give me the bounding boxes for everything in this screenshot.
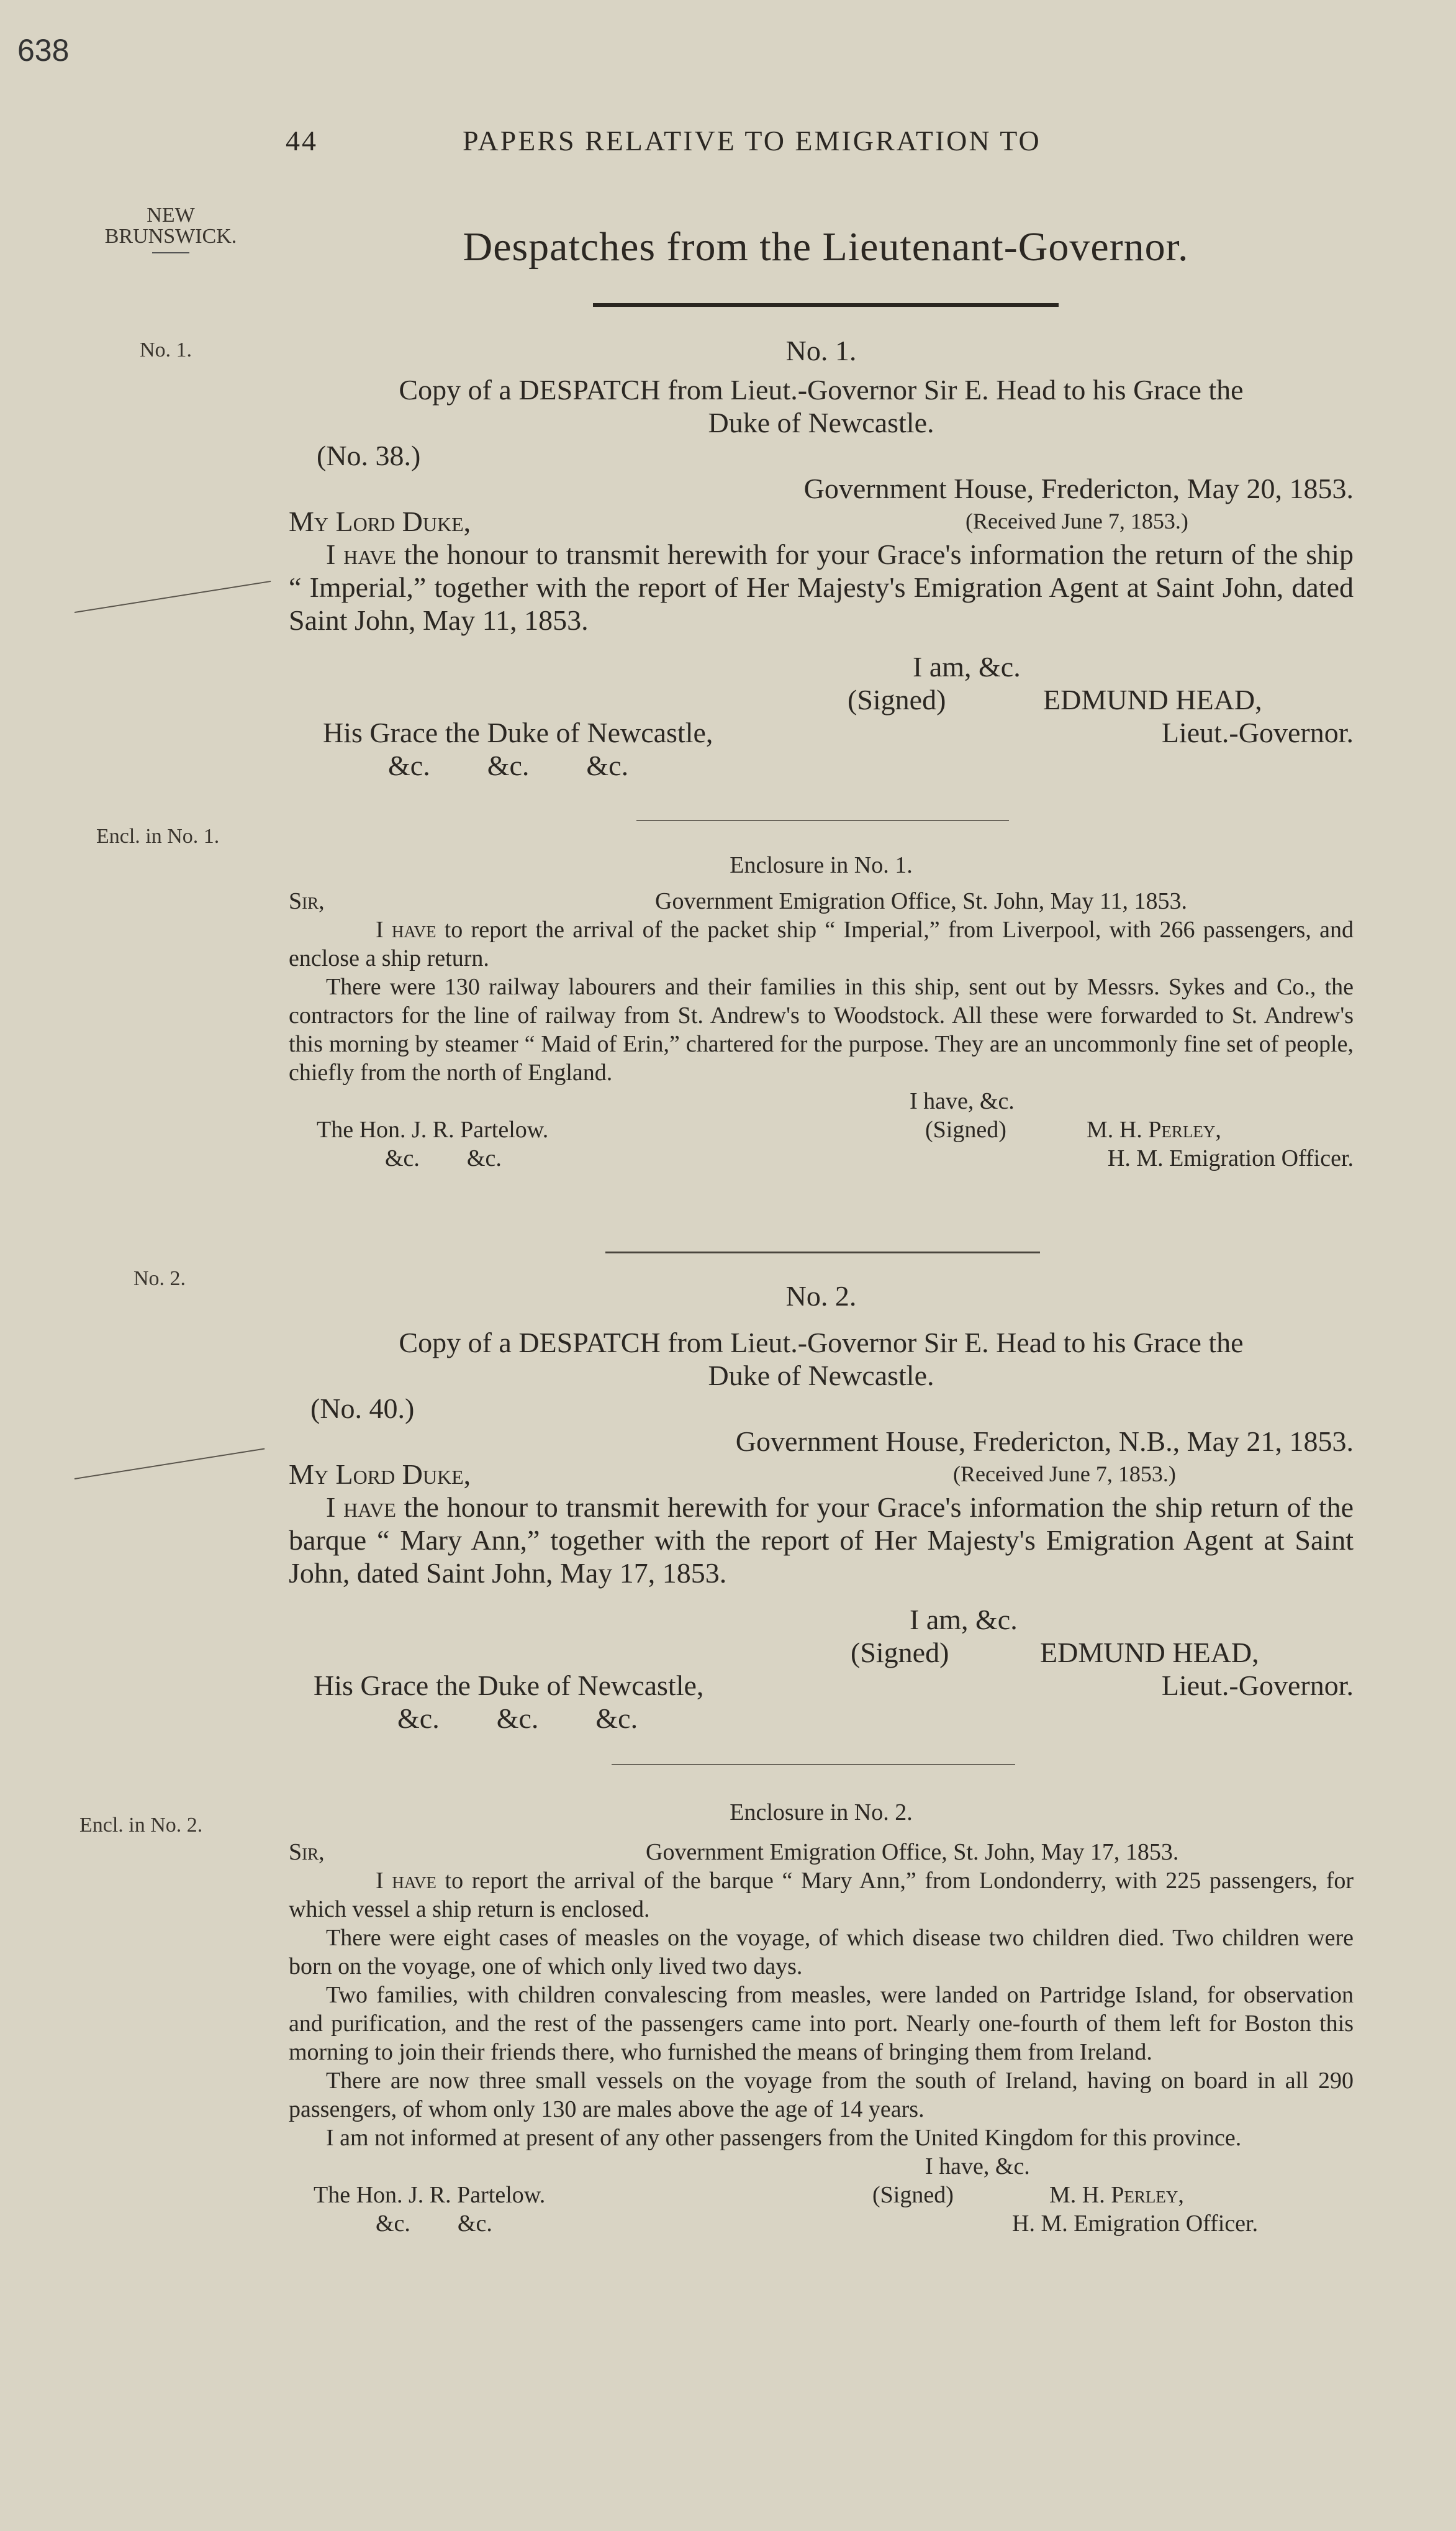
enclosure-1-place-date: Government Emigration Office, St. John, May 11, 1853. (655, 888, 1187, 914)
enclosure-2-para-1-text: to report the arrival of the barque “ Mary Ann,” from Londonderry, with 225 passengers, for which vessel a ship return is enclosed. (289, 1868, 1354, 1922)
despatch-1-title: Lieut.-Governor. (1161, 717, 1354, 748)
enclosure-2 (289, 1798, 1354, 2238)
margin-province-line1: NEW (147, 204, 195, 227)
enclosure-1-salutation: Sir, (289, 888, 325, 914)
despatch-1-addressee: His Grace the Duke of Newcastle, (323, 717, 713, 748)
running-head-page: 44 (286, 125, 318, 157)
despatch-2-signature-row (289, 1636, 1354, 1669)
despatch-1-signature-row (289, 683, 1354, 716)
enclosure-2-closing: I have, &c. (925, 2153, 1030, 2179)
enclosure-2-place-date: Government Emigration Office, St. John, May 17, 1853. (646, 1839, 1179, 1865)
folio-number: 638 (17, 33, 70, 68)
enclosure-2-etc: &c. &c. (376, 2211, 492, 2237)
despatch-2-salutation: My Lord Duke, (289, 1458, 471, 1490)
margin-pencil-stroke (75, 1448, 265, 1479)
margin-pencil-stroke (75, 581, 271, 613)
enclosure-1-closing: I have, &c. (910, 1088, 1015, 1114)
enclosure-1-signer: M. H. Perley, (1087, 1117, 1221, 1143)
title-rule (593, 303, 1059, 307)
running-head-title: PAPERS RELATIVE TO EMIGRATION TO (463, 125, 1041, 157)
despatch-2-caption-line2: Duke of Newcastle. (708, 1360, 934, 1391)
enclosure-2-para-2: There were eight cases of measles on the voyage, of which disease two children died. Two children were born on the voyage, one of which only lived two days. (289, 1925, 1354, 1979)
section-rule (636, 820, 1009, 821)
enclosure-2-heading: Enclosure in No. 2. (730, 1799, 913, 1825)
despatch-2-etc: &c. &c. &c. (397, 1702, 638, 1734)
despatch-2-body (289, 1491, 1354, 1589)
enclosure-2-salutation-row (289, 1838, 1354, 1866)
enclosure-2-signer: M. H. Perley, (1049, 2182, 1184, 2208)
despatch-1-place-date: Government House, Fredericton, May 20, 1853. (803, 473, 1354, 504)
enclosure-2-addressee: The Hon. J. R. Partelow. (314, 2182, 546, 2208)
enclosure-2-para-1 (289, 1866, 1354, 1924)
despatch-2-body-text: the honour to transmit herewith for your Grace's information the ship return of the barque “ Mary Ann,” together with the report of Her Majesty's Emigration Agent at Saint John, dated Saint John, May 17, 1853. (289, 1491, 1354, 1589)
despatch-2-caption-line1: Copy of a DESPATCH from Lieut.-Governor Sir E. Head to his Grace the (399, 1327, 1244, 1358)
despatch-2-address-row (289, 1669, 1354, 1702)
despatch-1 (289, 334, 1354, 782)
despatch-2-title: Lieut.-Governor. (1161, 1670, 1354, 1701)
margin-province (93, 205, 248, 253)
despatch-1-address-row (289, 716, 1354, 749)
despatch-1-signer: EDMUND HEAD, (1043, 684, 1262, 716)
enclosure-1-title-row (289, 1144, 1354, 1173)
enclosure-2-para-3: Two families, with children convalescing from measles, were landed on Partridge Island, for observation and purification, and the rest of the passengers came into port. Nearly one-fourth of them left for Boston this morning to join their friends there, who furnished the means of bringing them from Ireland. (289, 1982, 1354, 2065)
section-rule (612, 1764, 1015, 1765)
despatch-1-caption-line1: Copy of a DESPATCH from Lieut.-Governor Sir E. Head to his Grace the (399, 374, 1244, 406)
enclosure-1-salutation-row (289, 887, 1354, 916)
enclosure-1-signed: (Signed) (925, 1117, 1006, 1143)
margin-no1: No. 1. (140, 339, 192, 361)
despatch-1-salutation: My Lord Duke, (289, 506, 471, 537)
despatch-1-closing: I am, &c. (913, 651, 1021, 683)
despatch-1-body-lead: I have (326, 538, 396, 570)
enclosure-1-para-1 (289, 916, 1354, 973)
despatch-2 (289, 1279, 1354, 1735)
despatch-2-body-lead: I have (326, 1491, 396, 1523)
despatch-2-number: (No. 40.) (310, 1393, 415, 1424)
enclosure-1-title: H. M. Emigration Officer. (1107, 1145, 1354, 1171)
enclosure-1-para-1-text: to report the arrival of the packet ship “ Imperial,” from Liverpool, with 266 passengers, and enclose a ship return. (289, 917, 1354, 971)
despatch-1-salutation-row (289, 505, 1354, 538)
margin-province-line2: BRUNSWICK. (104, 225, 237, 248)
despatch-1-body (289, 538, 1354, 637)
despatch-2-heading: No. 2. (785, 1280, 857, 1312)
despatch-2-salutation-row (289, 1458, 1354, 1491)
enclosure-1-etc: &c. &c. (385, 1145, 502, 1171)
enclosure-2-para-4: There are now three small vessels on the voyage from the south of Ireland, having on board in all 290 passengers, of whom only 130 are males above the age of 14 years. (289, 2068, 1354, 2122)
despatch-2-signed: (Signed) (851, 1637, 949, 1668)
enclosure-1 (289, 851, 1354, 1173)
enclosure-2-signed: (Signed) (872, 2182, 954, 2208)
enclosure-1-para-2: There were 130 railway labourers and their families in this ship, sent out by Messrs. Sykes and Co., the contractors for the line of railway from St. Andrew's to Woodstock. All these were forwarded to St. Andrew's this morning by steamer “ Maid of Erin,” chartered for the purpose. They are an uncommonly fine set of people, chiefly from the north of England. (289, 974, 1354, 1086)
margin-province-rule (152, 252, 189, 253)
despatch-1-caption-line2: Duke of Newcastle. (708, 407, 934, 438)
despatch-2-addressee: His Grace the Duke of Newcastle, (314, 1670, 704, 1701)
margin-no2: No. 2. (133, 1267, 186, 1290)
enclosure-2-para-5: I am not informed at present of any other passengers from the United Kingdom for this province. (326, 2125, 1242, 2151)
despatch-2-signer: EDMUND HEAD, (1040, 1637, 1259, 1668)
enclosure-2-signature-row (289, 2181, 1354, 2209)
enclosure-2-title: H. M. Emigration Officer. (1012, 2211, 1259, 2237)
despatch-1-etc: &c. &c. &c. (388, 750, 629, 781)
despatch-1-heading: No. 1. (785, 335, 857, 366)
margin-encl2: Encl. in No. 2. (79, 1814, 203, 1837)
despatch-1-body-text: the honour to transmit herewith for your Grace's information the return of the ship “ Imperial,” together with the report of Her Majesty's Emigration Agent at Saint John, dated Saint John, May 11, 1853. (289, 538, 1354, 636)
section-rule (605, 1252, 1040, 1253)
despatch-2-place-date: Government House, Fredericton, N.B., May 21, 1853. (735, 1425, 1354, 1457)
enclosure-2-title-row (289, 2209, 1354, 2238)
despatch-2-closing: I am, &c. (910, 1604, 1018, 1635)
despatch-1-number: (No. 38.) (317, 440, 421, 471)
enclosure-1-addressee: The Hon. J. R. Partelow. (317, 1117, 549, 1143)
main-title: Despatches from the Lieutenant-Governor. (463, 224, 1189, 270)
enclosure-2-para-1-lead: I have (376, 1868, 436, 1894)
enclosure-1-para-1-lead: I have (376, 917, 436, 943)
enclosure-1-heading: Enclosure in No. 1. (730, 852, 913, 878)
despatch-1-signed: (Signed) (848, 684, 946, 716)
despatch-2-received: (Received June 7, 1853.) (953, 1461, 1176, 1486)
enclosure-2-salutation: Sir, (289, 1839, 325, 1865)
margin-encl1: Encl. in No. 1. (96, 825, 220, 848)
despatch-1-received: (Received June 7, 1853.) (965, 509, 1188, 534)
enclosure-1-signature-row (289, 1116, 1354, 1144)
